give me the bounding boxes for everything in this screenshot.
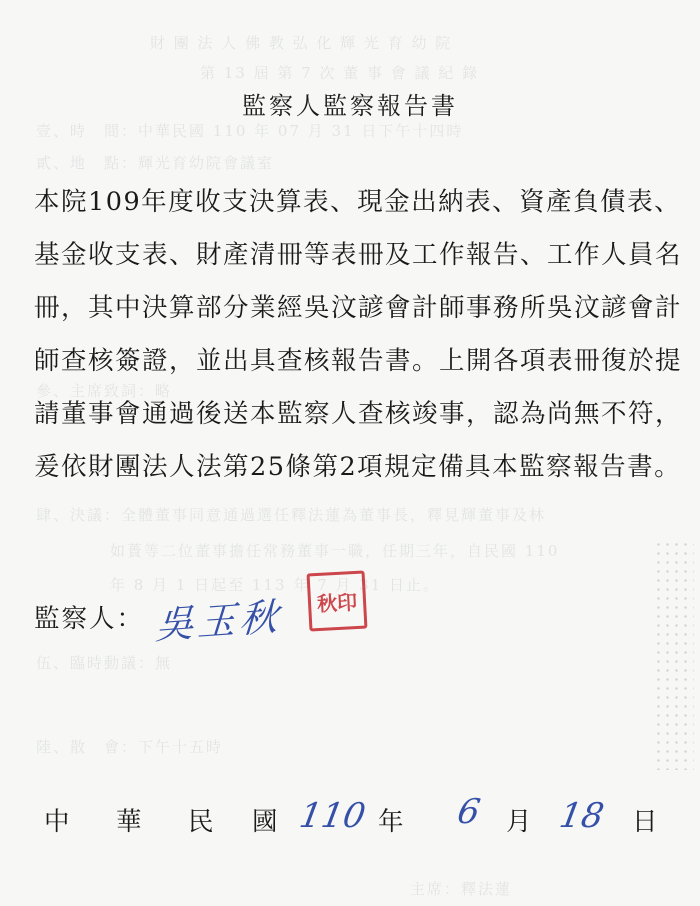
show-through-text: 參、主席致詞：略 bbox=[36, 382, 173, 400]
document-title: 監察人監察報告書 bbox=[242, 92, 458, 120]
date-char: 民 bbox=[188, 807, 214, 837]
handwritten-day: 18 bbox=[556, 796, 607, 836]
show-through-text: 如蕢等二位董事擔任常務董事一職，任期三年，自民國 110 bbox=[110, 542, 560, 560]
handwritten-signature: 吳玉秋 bbox=[154, 593, 284, 648]
month-label: 月 bbox=[506, 807, 532, 837]
show-through-text: 年 8 月 1 日起至 113 年 7 月 31 日止。 bbox=[110, 576, 441, 594]
body-line: 師查核簽證，並出具查核報告書。上開各項表冊復於提 bbox=[34, 346, 683, 376]
year-label: 年 bbox=[378, 807, 404, 837]
date-char: 華 bbox=[116, 807, 142, 837]
show-through-text: 第 13 屆 第 7 次 董 事 會 議 紀 錄 bbox=[200, 64, 480, 82]
body-line: 基金收支表、財產清冊等表冊及工作報告、工作人員名 bbox=[34, 240, 683, 270]
body-line: 冊，其中決算部分業經吳汶諺會計師事務所吳汶諺會計 bbox=[34, 293, 683, 323]
report-body bbox=[34, 176, 683, 494]
show-through-text: 財 團 法 人 佛 教 弘 化 輝 光 育 幼 院 bbox=[150, 34, 453, 52]
show-through-text: 陸、散 會：下午十五時 bbox=[36, 738, 224, 756]
handwritten-month: 6 bbox=[454, 792, 484, 832]
perforation-dots bbox=[654, 540, 694, 770]
signature-label: 監察人： bbox=[34, 604, 145, 634]
red-seal-stamp: 秋印 bbox=[307, 571, 368, 632]
body-line: 本院109年度收支決算表、現金出納表、資產負債表、 bbox=[34, 187, 682, 217]
body-line: 請董事會通過後送本監察人查核竣事，認為尚無不符， bbox=[34, 399, 683, 429]
date-line bbox=[0, 792, 700, 837]
show-through-text: 肆、決議：全體董事同意通過選任釋法蓮為董事長，釋見輝董事及林 bbox=[36, 506, 547, 524]
handwritten-year: 110 bbox=[296, 796, 369, 836]
signature-row bbox=[34, 592, 284, 648]
show-through-text: 主席：釋法蓮 bbox=[410, 880, 513, 898]
show-through-text: 貳、地 點：輝光育幼院會議室 bbox=[36, 154, 275, 172]
body-line: 爰依財團法人法第25條第2項規定備具本監察報告書。 bbox=[34, 452, 682, 482]
date-char: 國 bbox=[252, 807, 278, 837]
day-label: 日 bbox=[632, 807, 658, 837]
date-char: 中 bbox=[44, 807, 70, 837]
show-through-text: 壹、時 間：中華民國 110 年 07 月 31 日下午十四時 bbox=[36, 122, 464, 140]
show-through-text: 伍、臨時動議：無 bbox=[36, 654, 173, 672]
